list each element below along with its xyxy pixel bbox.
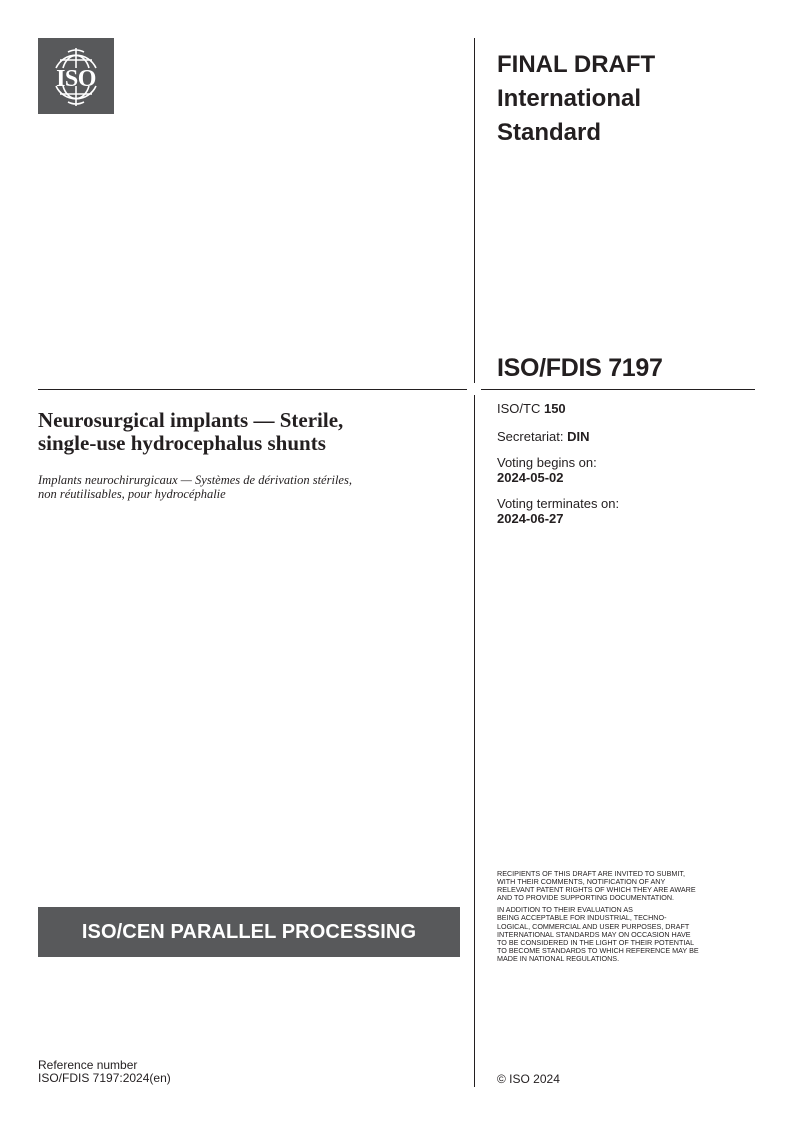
french-title — [38, 474, 458, 501]
document-number: ISO/FDIS 7197 — [497, 354, 663, 382]
iso-globe-logo-icon — [38, 38, 114, 114]
document-metadata — [497, 401, 619, 539]
english-title-line-2: single-use hydrocephalus shunts — [38, 431, 326, 455]
notice-line: LOGICAL, COMMERCIAL AND USER PURPOSES, DRAFT — [497, 921, 690, 931]
notice-line: AND TO PROVIDE SUPPORTING DOCUMENTATION. — [497, 893, 675, 903]
notice-line: INTERNATIONAL STANDARDS MAY ON OCCASION HAVE — [497, 929, 691, 939]
iso-logo — [38, 38, 114, 114]
type-line-1: International — [497, 85, 642, 112]
voting-terminates-label: Voting terminates on: — [497, 496, 620, 511]
voting-begins-label: Voting begins on: — [497, 455, 597, 470]
voting-begins-date: 2024-05-02 — [497, 470, 564, 485]
notice-paragraph-2 — [497, 906, 759, 963]
reference-number — [38, 1059, 171, 1084]
tc-value: 150 — [543, 401, 566, 416]
english-title — [38, 409, 458, 455]
technical-committee — [497, 401, 619, 416]
english-title-line-1: Neurosurgical implants — Sterile, — [38, 408, 344, 432]
parallel-processing-banner: ISO/CEN PARALLEL PROCESSING — [38, 907, 460, 957]
copyright-notice: © ISO 2024 — [497, 1072, 560, 1086]
voting-begins — [497, 455, 619, 485]
notice-line: RECIPIENTS OF THIS DRAFT ARE INVITED TO SUBMIT, — [497, 869, 685, 878]
horizontal-rule-right — [481, 389, 755, 390]
notice-line: MADE IN NATIONAL REGULATIONS. — [497, 953, 620, 963]
column-divider-top — [474, 38, 475, 383]
recipients-notice — [497, 870, 759, 967]
tc-label: ISO/TC — [497, 401, 541, 416]
secretariat-label: Secretariat: — [497, 429, 564, 444]
secretariat — [497, 429, 619, 444]
column-divider-bottom — [474, 395, 475, 1087]
voting-terminates — [497, 496, 619, 526]
secretariat-value: DIN — [567, 429, 590, 444]
notice-line: WITH THEIR COMMENTS, NOTIFICATION OF ANY — [497, 877, 666, 887]
horizontal-rule-left — [38, 389, 467, 390]
type-line-2: Standard — [497, 119, 602, 146]
reference-value: ISO/FDIS 7197:2024(en) — [38, 1070, 171, 1085]
reference-label: Reference number — [38, 1058, 138, 1072]
document-status-heading — [497, 48, 655, 150]
french-title-line-1: Implants neurochirurgicaux — Systèmes de dérivation stériles, — [38, 473, 352, 487]
status-label: FINAL DRAFT — [497, 51, 656, 78]
notice-line: BEING ACCEPTABLE FOR INDUSTRIAL, TECHNO- — [497, 913, 667, 923]
notice-line: TO BECOME STANDARDS TO WHICH REFERENCE MAY BE — [497, 945, 699, 955]
notice-paragraph-1 — [497, 870, 759, 902]
svg-text:ISO: ISO — [56, 66, 96, 92]
notice-line: RELEVANT PATENT RIGHTS OF WHICH THEY ARE AWARE — [497, 885, 696, 895]
voting-terminates-date: 2024-06-27 — [497, 511, 564, 526]
notice-line: TO BE CONSIDERED IN THE LIGHT OF THEIR POTENTIAL — [497, 937, 695, 947]
notice-line: IN ADDITION TO THEIR EVALUATION AS — [497, 905, 633, 915]
french-title-line-2: non réutilisables, pour hydrocéphalie — [38, 486, 226, 501]
